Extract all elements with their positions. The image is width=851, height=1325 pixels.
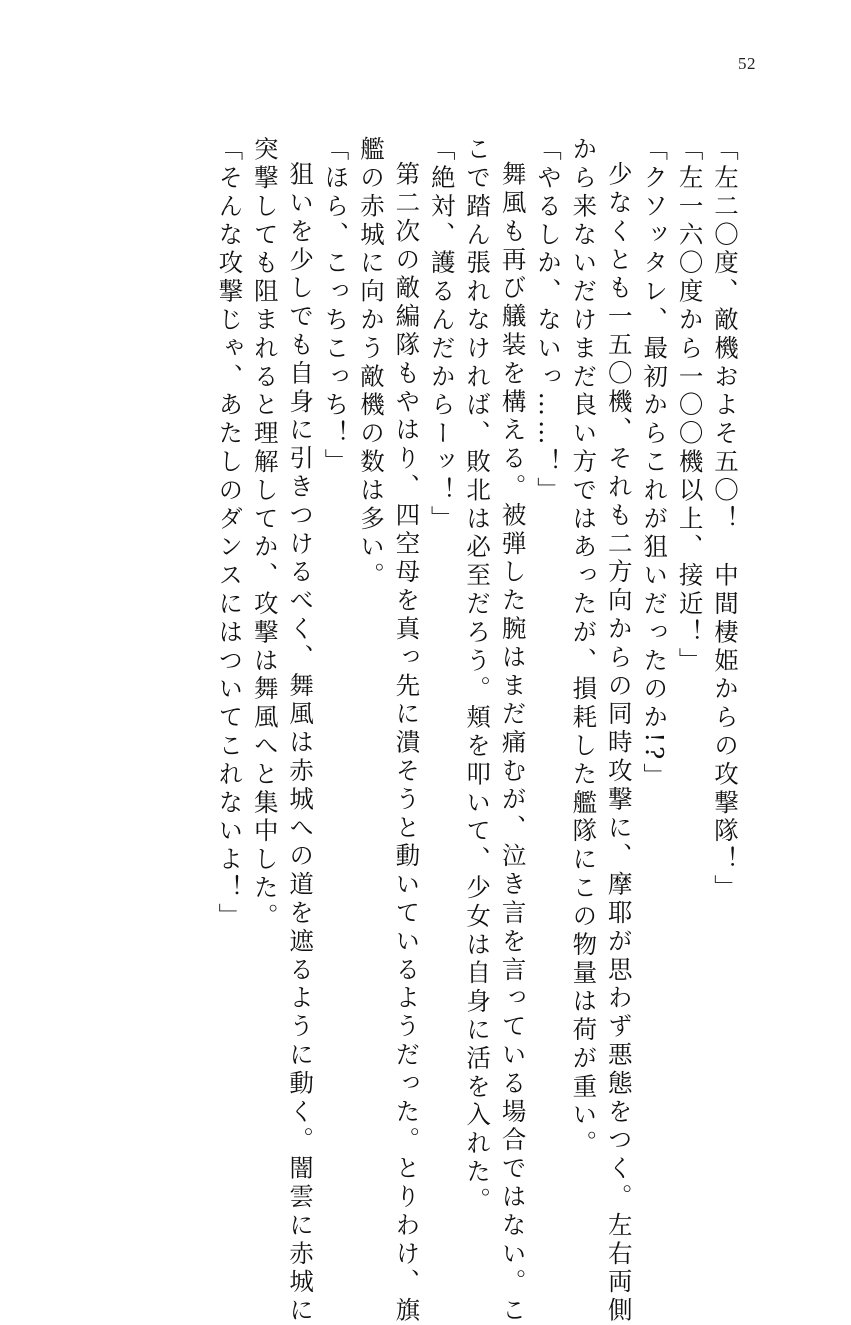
dialogue-line: 「絶対、護るんだからーッ！」 — [427, 136, 457, 534]
dialogue-line: 「クソッタレ、最初からこれが狙いだったのか!?」 — [640, 136, 670, 792]
dialogue-line: 「そんな攻撃じゃ、あたしのダンスにはついてこれないよ！」 — [215, 136, 245, 932]
vertical-text-block — [103, 136, 743, 1325]
narration-line: 突撃しても阻まれると理解してか、攻撃は舞風へと集中した。 — [250, 136, 280, 932]
page-number: 52 — [738, 54, 756, 73]
narration-line: 舞風も再び艤装を構える。被弾した腕はまだ痛むが、泣き言を言っている場合ではない。こ — [498, 160, 528, 1325]
narration-line: 狙いを少しでも自身に引きつけるべく、舞風は赤城への道を遮るように動く。闇雲に赤城に — [286, 160, 316, 1325]
dialogue-line: 「左二〇度、敵機およそ五〇！ 中間棲姫からの攻撃隊！」 — [711, 136, 740, 903]
dialogue-line: 「やるしか、ないっ……！」 — [533, 136, 563, 506]
dialogue-line: 「ほら、こっちこっち！」 — [321, 136, 351, 477]
narration-line: から来ないだけまだ良い方ではあったが、損耗した艦隊にこの物量は荷が重い。 — [569, 136, 599, 1159]
narration-line: 少なくとも一五〇機、それも二方向からの同時攻撃に、摩耶が思わず悪態をつく。左右両側 — [604, 160, 634, 1325]
narration-line: 艦の赤城に向かう敵機の数は多い。 — [356, 136, 386, 591]
dialogue-line: 「左一六〇度から一〇〇機以上、接近！」 — [675, 136, 705, 676]
narration-line: こで踏ん張れなければ、敗北は必至だろう。頬を叩いて、少女は自身に活を入れた。 — [463, 136, 493, 1216]
narration-line: 第二次の敵編隊もやはり、四空母を真っ先に潰そうと動いているようだった。とりわけ、旗 — [392, 160, 422, 1325]
